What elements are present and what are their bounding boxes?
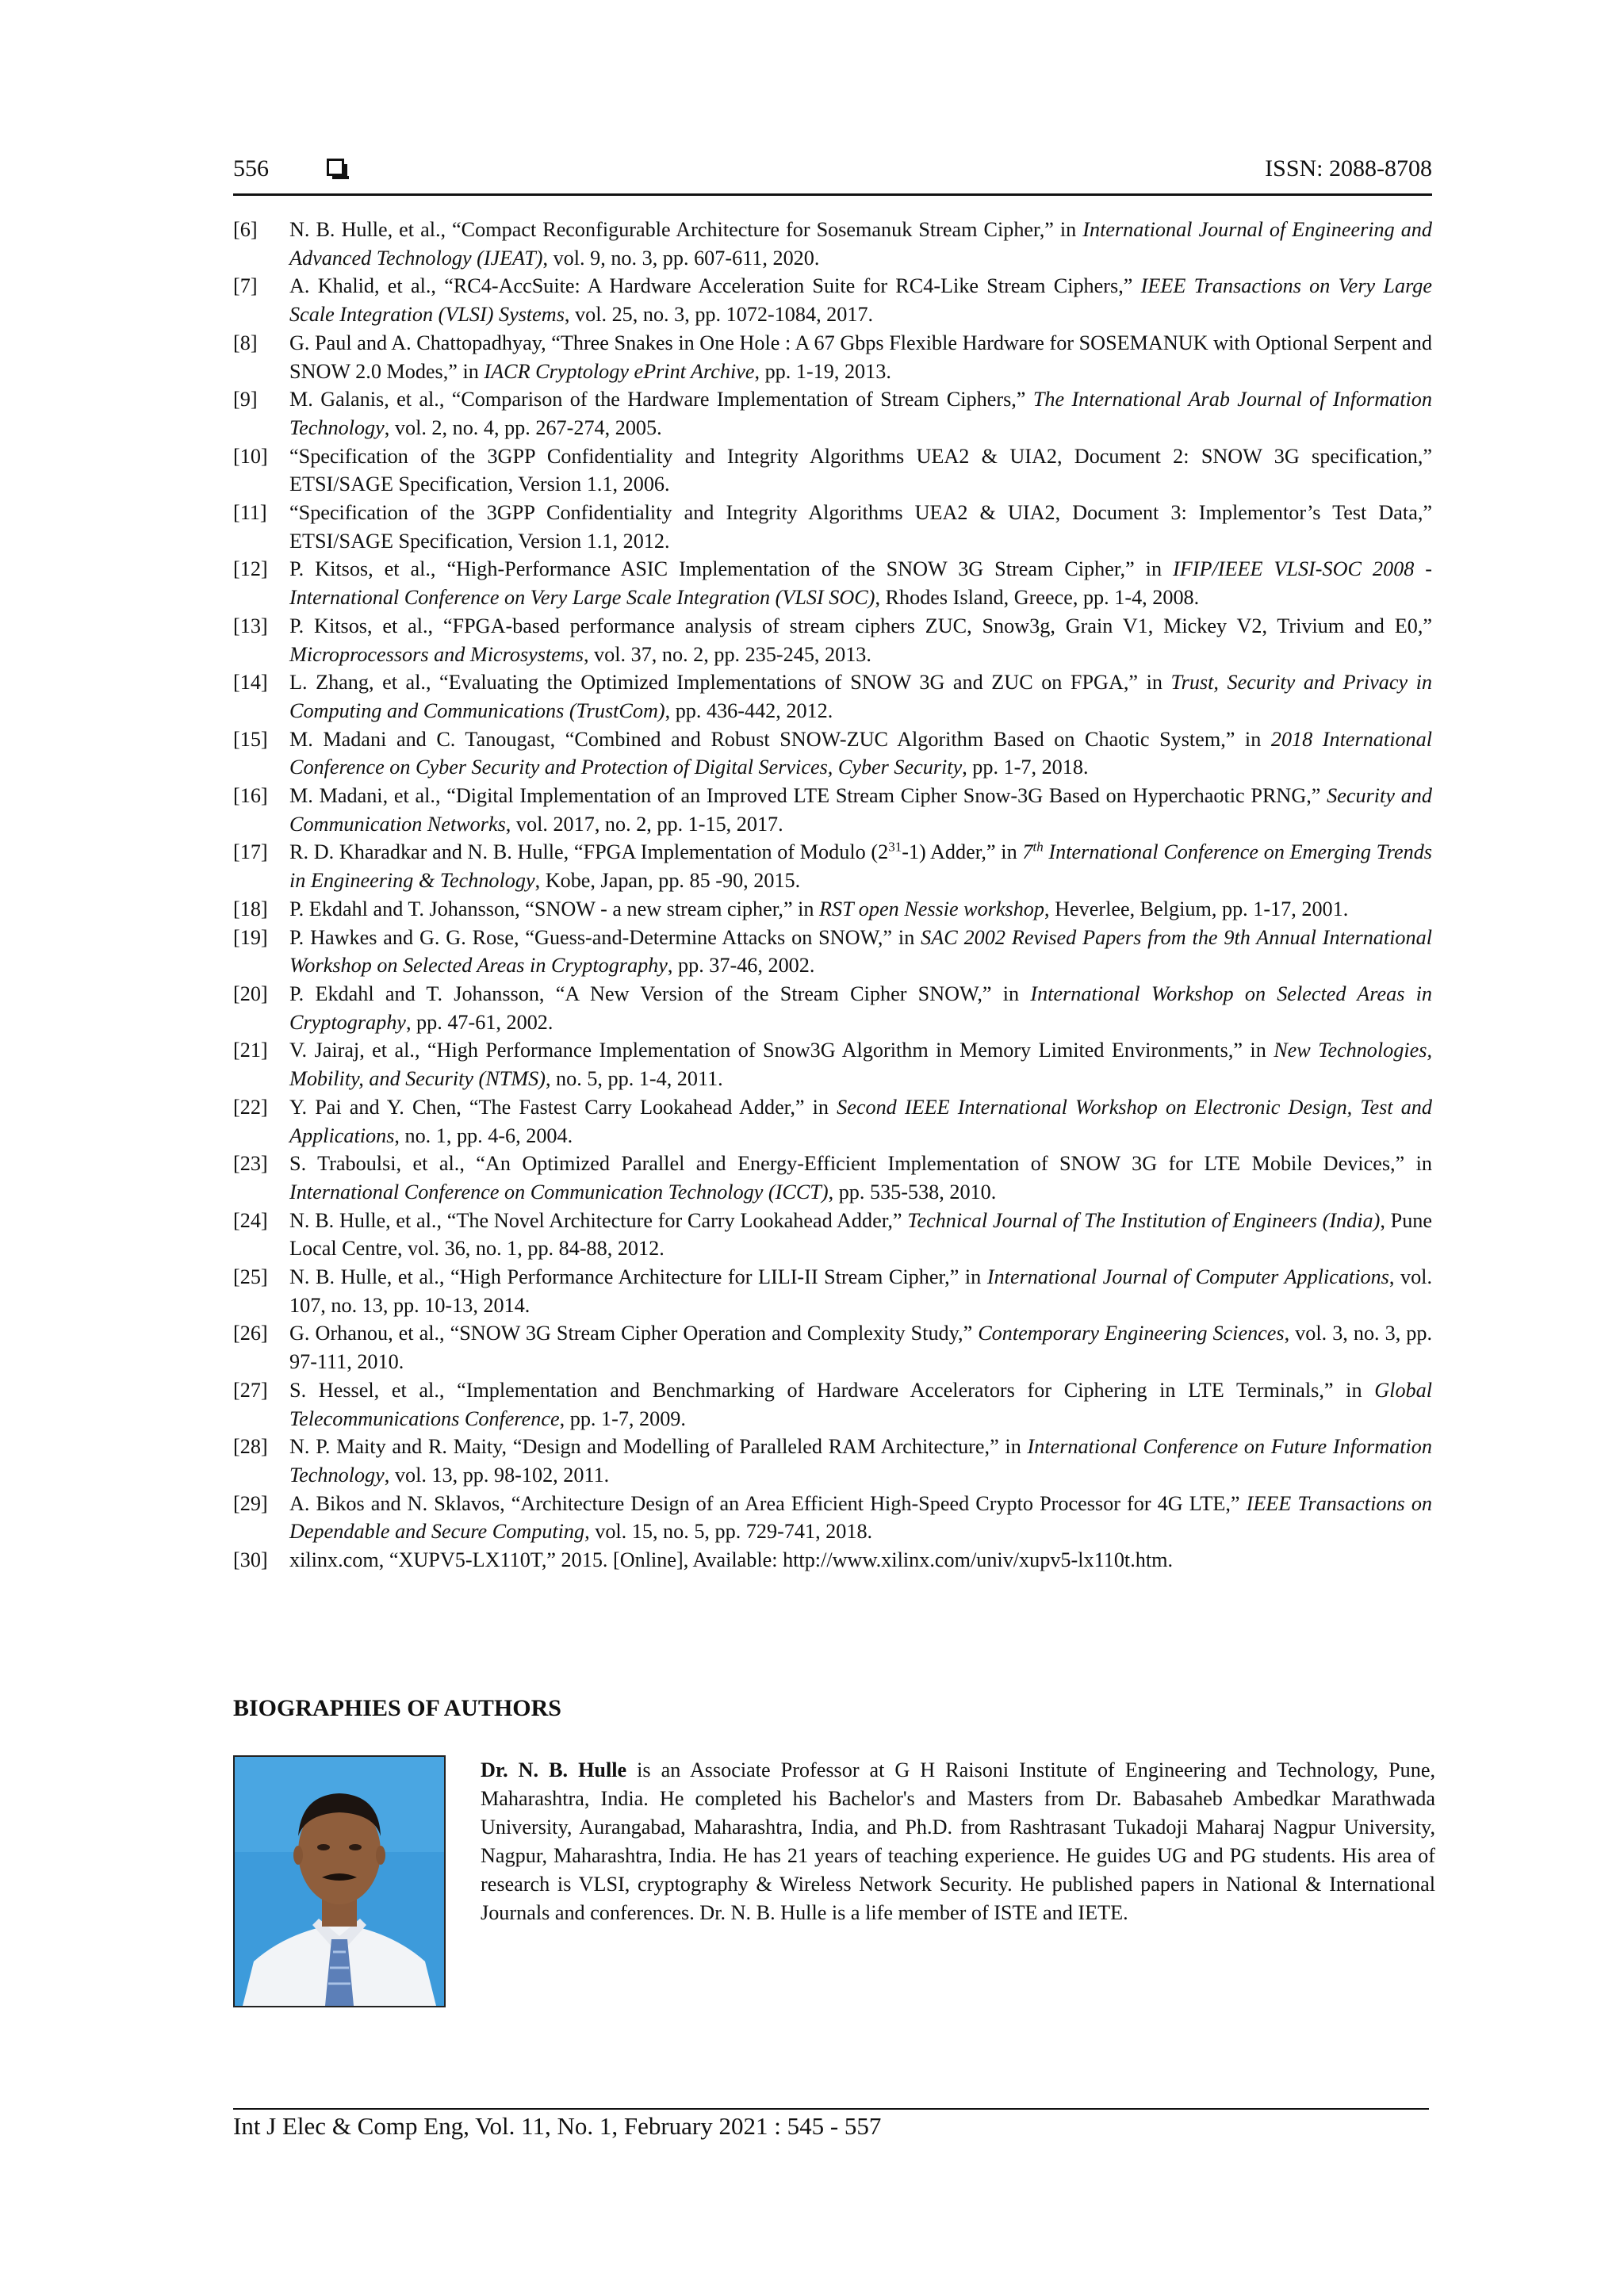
reference-number: [10] bbox=[233, 444, 268, 468]
reference-text: , vol. 37, no. 2, pp. 235-245, 2013. bbox=[583, 642, 871, 666]
reference-text: , vol. 3, no. 3, pp. 97-111, 2010. bbox=[289, 1322, 1432, 1374]
reference-text: , vol. 25, no. 3, pp. 1072-1084, 2017. bbox=[564, 303, 874, 327]
reference-text: L. Zhang, et al., “Evaluating the Optimized Implementations of SNOW 3G and ZUC on FPGA,” in bbox=[289, 671, 1171, 695]
reference-italic-text: International Journal of Computer Applications bbox=[986, 1265, 1389, 1289]
reference-italic-text: International Journal of Engineering and Advanced Technology (IJEAT) bbox=[289, 218, 1432, 270]
reference-item bbox=[233, 725, 1432, 782]
reference-text: A. Khalid, et al., “RC4-AccSuite: A Hardware Acceleration Suite for RC4-Like Stream Ciphers,” bbox=[289, 274, 1141, 298]
reference-italic-text: International Workshop on Selected Areas in Cryptography bbox=[289, 982, 1432, 1034]
reference-number: [19] bbox=[233, 925, 268, 949]
reference-text: P. Ekdahl and T. Johansson, “SNOW - a new stream cipher,” in bbox=[289, 897, 820, 920]
reference-text: , vol. 9, no. 3, pp. 607-611, 2020. bbox=[542, 246, 820, 270]
reference-number: [18] bbox=[233, 897, 268, 920]
reference-list bbox=[233, 216, 1432, 1575]
reference-text: N. B. Hulle, et al., “High Performance Architecture for LILI-II Stream Cipher,” in bbox=[289, 1265, 987, 1289]
reference-text: , Rhodes Island, Greece, pp. 1-4, 2008. bbox=[875, 586, 1200, 610]
reference-item bbox=[233, 216, 1432, 272]
reference-text: G. Orhanou, et al., “SNOW 3G Stream Cipher Operation and Complexity Study,” bbox=[289, 1322, 979, 1345]
author-biography bbox=[481, 1756, 1435, 1927]
issn-label: ISSN: 2088-8708 bbox=[1265, 155, 1432, 182]
author-bio-text: is an Associate Professor at G H Raisoni Institute of Engineering and Technology, Pune, Maharashtra, India. He completed his Bachelor's and Masters from Dr. Babasaheb Ambedkar Marathwada University, Aurangabad, Maharashtra, India, and Ph.D. from Rashtrasant Tukadoji Maharaj Nagpur University, Nagpur, Maharashtra, India. He has 21 years of teaching experience. He guides UG and PG students. His area of research is VLSI, cryptography & Wireless Network Security. He published papers in National & International Journals and conferences. Dr. N. B. Hulle is a life member of ISTE and IETE. bbox=[481, 1758, 1435, 1924]
reference-italic-text: New Technologies, Mobility, and Security (NTMS) bbox=[289, 1039, 1432, 1091]
reference-text: P. Kitsos, et al., “FPGA-based performance analysis of stream ciphers ZUC, Snow3g, Grain V1, Mickey V2, Trivium and E0,” bbox=[289, 614, 1432, 637]
reference-number: [22] bbox=[233, 1095, 268, 1119]
reference-text: , no. 5, pp. 1-4, 2011. bbox=[545, 1067, 723, 1091]
reference-italic-text: 2018 International Conference on Cyber Security and Protection of Digital Services, Cyber Security bbox=[289, 727, 1432, 779]
reference-number: [9] bbox=[233, 388, 258, 411]
reference-text: , vol. 2, no. 4, pp. 267-274, 2005. bbox=[384, 415, 662, 439]
reference-text: S. Traboulsi, et al., “An Optimized Parallel and Energy-Efficient Implementation of SNOW 3G for LTE Mobile Devices,” in bbox=[289, 1152, 1432, 1176]
section-heading-biographies: BIOGRAPHIES OF AUTHORS bbox=[233, 1695, 561, 1721]
reference-text: A. Bikos and N. Sklavos, “Architecture Design of an Area Efficient High-Speed Crypto Processor for 4G LTE,” bbox=[289, 1491, 1247, 1515]
reference-italic-text: International Conference on Communication Technology (ICCT) bbox=[289, 1180, 829, 1203]
reference-number: [17] bbox=[233, 840, 268, 864]
reference-number: [6] bbox=[233, 218, 258, 241]
reference-number: [26] bbox=[233, 1322, 268, 1345]
reference-text: xilinx.com, “XUPV5-LX110T,” 2015. [Online], Available: http://www.xilinx.com/univ/xupv5-lx110t.htm. bbox=[289, 1548, 1174, 1572]
reference-number: [11] bbox=[233, 501, 267, 525]
reference-item bbox=[233, 555, 1432, 611]
reference-text: , pp. 1-7, 2009. bbox=[559, 1406, 686, 1430]
reference-italic-text: Global Telecommunications Conference bbox=[289, 1378, 1432, 1430]
reference-item bbox=[233, 895, 1432, 924]
reference-item bbox=[233, 1093, 1432, 1150]
reference-number: [24] bbox=[233, 1208, 268, 1232]
header-rule bbox=[233, 193, 1432, 196]
author-name: Dr. N. B. Hulle bbox=[481, 1758, 627, 1781]
reference-text: 31 bbox=[888, 839, 902, 855]
reference-item bbox=[233, 782, 1432, 838]
reference-text: M. Galanis, et al., “Comparison of the Hardware Implementation of Stream Ciphers,” bbox=[289, 388, 1033, 411]
reference-italic-text: IFIP/IEEE VLSI-SOC 2008 - International Conference on Very Large Scale Integration (VLSI SOC) bbox=[289, 557, 1432, 610]
superscript bbox=[1032, 840, 1043, 855]
reference-italic-text: IACR Cryptology ePrint Archive bbox=[484, 359, 755, 383]
reference-item bbox=[233, 442, 1432, 499]
reference-number: [15] bbox=[233, 727, 268, 751]
superscript bbox=[888, 840, 902, 855]
reference-number: [27] bbox=[233, 1378, 268, 1402]
reference-italic-text: Contemporary Engineering Sciences bbox=[978, 1322, 1285, 1345]
reference-italic-text: The International Arab Journal of Information Technology bbox=[289, 388, 1432, 439]
reference-text: , vol. 13, pp. 98-102, 2011. bbox=[384, 1463, 610, 1487]
reference-text: P. Kitsos, et al., “High-Performance ASIC Implementation of the SNOW 3G Stream Cipher,” in bbox=[289, 557, 1174, 581]
reference-item bbox=[233, 924, 1432, 980]
reference-text: S. Hessel, et al., “Implementation and Benchmarking of Hardware Accelerators for Ciphering in LTE Terminals,” in bbox=[289, 1378, 1375, 1402]
reference-italic-text: IEEE Transactions on Very Large Scale Integration (VLSI) Systems bbox=[289, 274, 1433, 327]
reference-text: M. Madani and C. Tanougast, “Combined and Robust SNOW-ZUC Algorithm Based on Chaotic System,” in bbox=[289, 727, 1271, 751]
footer-rule bbox=[233, 2108, 1429, 2110]
reference-item bbox=[233, 612, 1432, 668]
reference-number: [8] bbox=[233, 331, 258, 354]
square-bullet-icon bbox=[327, 159, 344, 176]
reference-number: [29] bbox=[233, 1491, 268, 1515]
reference-italic-text: IEEE Transactions on Dependable and Secure Computing, bbox=[289, 1491, 1433, 1544]
reference-text: P. Ekdahl and T. Johansson, “A New Version of the Stream Cipher SNOW,” in bbox=[289, 982, 1031, 1005]
reference-number: [14] bbox=[233, 671, 268, 695]
reference-text: “Specification of the 3GPP Confidentiality and Integrity Algorithms UEA2 & UIA2, Document 2: SNOW 3G specification,” ETSI/SAGE Specification, Version 1.1, 2006. bbox=[289, 444, 1432, 496]
reference-item bbox=[233, 1150, 1432, 1206]
reference-number: [12] bbox=[233, 557, 268, 581]
reference-number: [21] bbox=[233, 1039, 268, 1062]
author-photo bbox=[233, 1755, 446, 2007]
reference-number: [30] bbox=[233, 1548, 268, 1572]
reference-text: , pp. 436-442, 2012. bbox=[665, 698, 833, 722]
reference-text: M. Madani, et al., “Digital Implementation of an Improved LTE Stream Cipher Snow-3G Based on Hyperchaotic PRNG,” bbox=[289, 784, 1327, 808]
reference-item bbox=[233, 499, 1432, 555]
reference-text: R. D. Kharadkar and N. B. Hulle, “FPGA Implementation of Modulo (2 bbox=[289, 840, 889, 864]
reference-text: V. Jairaj, et al., “High Performance Implementation of Snow3G Algorithm in Memory Limited Environments,” in bbox=[289, 1039, 1274, 1062]
reference-text: , pp. 1-7, 2018. bbox=[962, 756, 1089, 779]
reference-number: [25] bbox=[233, 1265, 268, 1289]
reference-italic-text: Microprocessors and Microsystems bbox=[289, 642, 584, 666]
reference-number: [28] bbox=[233, 1435, 268, 1459]
reference-item bbox=[233, 1433, 1432, 1489]
reference-italic-text: Technical Journal of The Institution of Engineers (India) bbox=[907, 1208, 1381, 1232]
reference-text: , Kobe, Japan, pp. 85 -90, 2015. bbox=[534, 869, 801, 893]
reference-text: , Heverlee, Belgium, pp. 1-17, 2001. bbox=[1044, 897, 1349, 920]
reference-number: [7] bbox=[233, 274, 258, 298]
page-header bbox=[233, 152, 1432, 193]
reference-text: “Specification of the 3GPP Confidentiality and Integrity Algorithms UEA2 & UIA2, Document 3: Implementor’s Test Data,” ETSI/SAGE Specification, Version 1.1, 2012. bbox=[289, 501, 1432, 553]
reference-item bbox=[233, 980, 1432, 1036]
reference-item bbox=[233, 385, 1432, 442]
reference-item bbox=[233, 1319, 1432, 1376]
reference-text: N. B. Hulle, et al., “Compact Reconfigurable Architecture for Sosemanuk Stream Cipher,” in bbox=[289, 218, 1083, 241]
reference-text: , pp. 1-19, 2013. bbox=[754, 359, 891, 383]
reference-text: , pp. 535-538, 2010. bbox=[828, 1180, 997, 1203]
reference-text: Y. Pai and Y. Chen, “The Fastest Carry Lookahead Adder,” in bbox=[289, 1095, 837, 1119]
reference-item bbox=[233, 838, 1432, 894]
reference-item bbox=[233, 668, 1432, 725]
reference-text: N. P. Maity and R. Maity, “Design and Modelling of Paralleled RAM Architecture,” in bbox=[289, 1435, 1028, 1459]
reference-italic-text: 7 bbox=[1022, 840, 1033, 864]
reference-text: vol. 15, no. 5, pp. 729-741, 2018. bbox=[589, 1520, 873, 1544]
reference-text: , no. 1, pp. 4-6, 2004. bbox=[394, 1123, 573, 1147]
reference-number: [23] bbox=[233, 1152, 268, 1176]
reference-text: , vol. 2017, no. 2, pp. 1-15, 2017. bbox=[505, 812, 783, 836]
reference-item bbox=[233, 1546, 1432, 1575]
reference-item bbox=[233, 1376, 1432, 1433]
reference-text: N. B. Hulle, et al., “The Novel Architecture for Carry Lookahead Adder,” bbox=[289, 1208, 908, 1232]
reference-item bbox=[233, 272, 1432, 328]
reference-text: , vol. 107, no. 13, pp. 10-13, 2014. bbox=[289, 1265, 1432, 1317]
reference-italic-text: RST open Nessie workshop bbox=[819, 897, 1044, 920]
reference-italic-text: Security and Communication Networks bbox=[289, 784, 1432, 836]
reference-italic-text: SAC 2002 Revised Papers from the 9th Annual International Workshop on Selected Areas in Cryptography bbox=[289, 925, 1432, 978]
reference-italic-text: Second IEEE International Workshop on Electronic Design, Test and Applications bbox=[289, 1095, 1432, 1147]
reference-text: G. Paul and A. Chattopadhyay, “Three Snakes in One Hole : A 67 Gbps Flexible Hardware for SOSEMANUK with Optional Serpent and SNOW 2.0 Modes,” in bbox=[289, 331, 1432, 383]
reference-text: P. Hawkes and G. G. Rose, “Guess-and-Determine Attacks on SNOW,” in bbox=[289, 925, 921, 949]
reference-italic-text: International Conference on Emerging Trends in Engineering & Technology bbox=[289, 840, 1432, 893]
reference-item bbox=[233, 1263, 1432, 1319]
reference-item bbox=[233, 329, 1432, 385]
reference-item bbox=[233, 1490, 1432, 1546]
reference-number: [13] bbox=[233, 614, 268, 637]
reference-item bbox=[233, 1036, 1432, 1093]
reference-number: [16] bbox=[233, 784, 268, 808]
reference-item bbox=[233, 1207, 1432, 1263]
reference-italic-text: th bbox=[1032, 839, 1044, 855]
reference-italic-text: International Conference on Future Information Technology bbox=[289, 1435, 1432, 1487]
page-footer: Int J Elec & Comp Eng, Vol. 11, No. 1, February 2021 : 545 - 557 bbox=[233, 2112, 882, 2140]
reference-text: , pp. 47-61, 2002. bbox=[405, 1010, 553, 1034]
reference-text: , Pune Local Centre, vol. 36, no. 1, pp. 84-88, 2012. bbox=[289, 1208, 1432, 1261]
reference-italic-text: Trust, Security and Privacy in Computing and Communications (TrustCom) bbox=[289, 671, 1432, 722]
page-number: 556 bbox=[233, 155, 269, 182]
reference-number: [20] bbox=[233, 982, 268, 1005]
reference-text: , pp. 37-46, 2002. bbox=[667, 954, 815, 978]
reference-text: -1) Adder,” in bbox=[902, 840, 1023, 864]
